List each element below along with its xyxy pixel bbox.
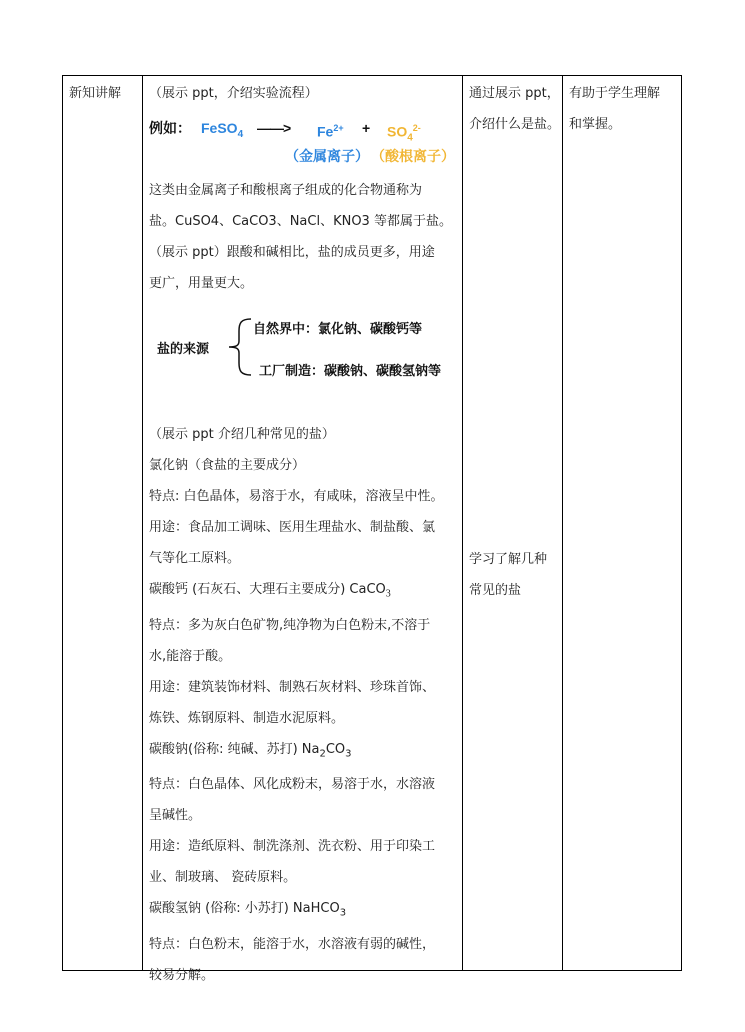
formula-anion: $SO_4^{2-}$ <box>387 123 421 144</box>
intent-line-1: 有助于学生理解 <box>569 86 661 101</box>
caco3-use-line-2: 炼铁、炼钢原料、制造水泥原料。 <box>149 710 345 726</box>
intent-line-2: 和掌握。 <box>569 117 622 132</box>
salt-source-diagram <box>149 303 459 399</box>
acid-ion-label: （酸根离子） <box>371 148 455 164</box>
compare-line-1: （展示 ppt）跟酸和碱相比，盐的成员更多，用途 <box>149 245 435 260</box>
common-salts-intro: （展示 ppt 介绍几种常见的盐） <box>149 427 335 442</box>
metal-ion-label: （金属离子） <box>285 148 369 164</box>
student-activity-lower <box>469 544 561 606</box>
formula-example-label: 例如： <box>149 120 191 136</box>
student-activity-line-3: 学习了解几种 <box>469 552 548 567</box>
na2co3-feature-line-2: 呈碱性。 <box>149 808 202 824</box>
nacl-use-line-1: 用途：食品加工调味、医用生理盐水、制盐酸、氯 <box>149 520 436 535</box>
column-divider-2 <box>462 75 463 971</box>
design-intent-cell <box>569 78 679 140</box>
salt-source-nature: 自然界中：氯化钠、碳酸钙等 <box>253 321 423 336</box>
formula-reactant: FeSO$_4$ <box>201 120 244 140</box>
column-divider-3 <box>562 75 563 971</box>
nacl-use-line-2: 气等化工原料。 <box>149 551 241 566</box>
caco3-title: 碳酸钙 (石灰石、大理石主要成分) CaCO$_3$ <box>149 582 391 600</box>
na2co3-use-line-1: 用途：造纸原料、制洗涤剂、洗衣粉、用于印染工 <box>149 839 436 855</box>
compare-line-2: 更广，用量更大。 <box>149 276 254 291</box>
na2co3-feature-line-1: 特点：白色晶体、风化成粉末，易溶于水，水溶液 <box>149 777 436 793</box>
definition-line-2: 盐。CuSO4、CaCO3、NaCl、KNO3 等都属于盐。 <box>149 214 452 229</box>
formula-arrow: ——> <box>257 120 291 136</box>
formula-plus: + <box>362 120 371 136</box>
caco3-use-line-1: 用途：建筑装饰材料、制熟石灰材料、珍珠首饰、 <box>149 679 436 695</box>
salt-formula-diagram <box>149 113 459 169</box>
column-divider-1 <box>142 75 143 971</box>
teacher-activity-cell <box>149 78 459 991</box>
na2co3-title: 碳酸钠(俗称: 纯碱、苏打) $Na_2CO_3$ <box>149 741 352 760</box>
student-activity-line-2: 介绍什么是盐。 <box>469 117 561 132</box>
nahco3-title: 碳酸氢钠 (俗称: 小苏打) NaHCO$_3$ <box>149 901 347 919</box>
student-activity-line-1: 通过展示 ppt， <box>469 86 560 101</box>
nahco3-feature-line-1: 特点：白色粉末，能溶于水，水溶液有弱的碱性， <box>149 936 436 952</box>
nacl-feature: 特点: 白色晶体，易溶于水，有咸味，溶液呈中性。 <box>149 489 444 504</box>
definition-line-1: 这类由金属离子和酸根离子组成的化合物通称为 <box>149 183 423 198</box>
brace-icon <box>223 317 253 377</box>
caco3-feature-line-1: 特点：多为灰白色矿物,纯净物为白色粉末,不溶于 <box>149 617 431 633</box>
student-activity-line-4: 常见的盐 <box>469 583 522 598</box>
nahco3-feature-line-2: 较易分解。 <box>149 967 215 983</box>
phase-cell: 新知讲解 <box>69 86 122 101</box>
caco3-feature-line-2: 水,能溶于酸。 <box>149 648 232 664</box>
intro-line: （展示 ppt，介绍实验流程） <box>149 86 318 101</box>
formula-cation: $Fe^{2+}$ <box>317 123 344 140</box>
nacl-title: 氯化钠（食盐的主要成分） <box>149 458 306 473</box>
salt-source-factory: 工厂制造：碳酸钠、碳酸氢钠等 <box>259 363 442 378</box>
student-activity-upper <box>469 78 561 140</box>
na2co3-use-line-2: 业、制玻璃、 瓷砖原料。 <box>149 870 297 886</box>
salt-source-title: 盐的来源 <box>157 341 210 356</box>
